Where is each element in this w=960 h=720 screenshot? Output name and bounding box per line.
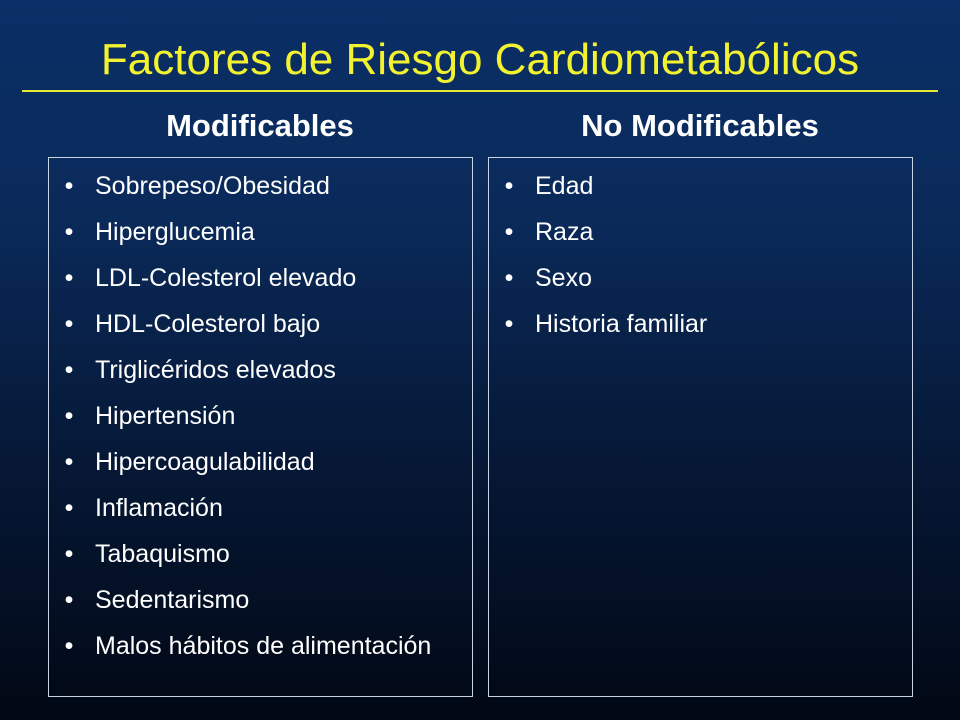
list-item-text: Inflamación: [95, 494, 223, 522]
bullet-icon: •: [64, 218, 74, 246]
slide-title: Factores de Riesgo Cardiometabólicos: [100, 35, 860, 84]
list-item: [49, 216, 472, 248]
non-modifiable-heading: No Modificables: [581, 108, 819, 143]
bullet-icon: •: [64, 402, 74, 430]
bullet-icon: •: [504, 218, 514, 246]
list-item-text: Hiperglucemia: [95, 218, 255, 246]
list-item: [49, 584, 472, 616]
list-item: [49, 538, 472, 570]
bullet-icon: •: [64, 540, 74, 568]
list-item-text: Edad: [535, 172, 594, 200]
modifiable-heading: Modificables: [166, 108, 354, 143]
bullet-icon: •: [64, 448, 74, 476]
bullet-icon: •: [64, 310, 74, 338]
list-item-text: Sedentarismo: [95, 586, 250, 614]
list-item-text: Sobrepeso/Obesidad: [95, 172, 330, 200]
bullet-icon: •: [64, 632, 74, 660]
modifiable-panel: [48, 157, 473, 697]
non-modifiable-panel: [488, 157, 913, 697]
list-item: [49, 400, 472, 432]
bullet-icon: •: [64, 494, 74, 522]
bullet-icon: •: [64, 586, 74, 614]
list-item-text: Raza: [535, 218, 594, 246]
list-item: [489, 262, 912, 294]
list-item-text: Sexo: [535, 264, 592, 292]
list-item: [49, 262, 472, 294]
list-item: [49, 446, 472, 478]
list-item: [49, 630, 472, 662]
list-item-text: Tabaquismo: [95, 540, 230, 568]
list-item-text: Hipertensión: [95, 402, 236, 430]
non-modifiable-list: [489, 158, 912, 340]
bullet-icon: •: [504, 172, 514, 200]
list-item: [49, 170, 472, 202]
bullet-icon: •: [64, 356, 74, 384]
modifiable-list: [49, 158, 472, 662]
bullet-icon: •: [504, 310, 514, 338]
list-item-text: LDL-Colesterol elevado: [95, 264, 357, 292]
bullet-icon: •: [504, 264, 514, 292]
list-item-text: Malos hábitos de alimentación: [95, 632, 432, 660]
list-item: [489, 216, 912, 248]
bullet-icon: •: [64, 264, 74, 292]
list-item-text: HDL-Colesterol bajo: [95, 310, 321, 338]
list-item-text: Hipercoagulabilidad: [95, 448, 315, 476]
list-item: [489, 170, 912, 202]
list-item-text: Triglicéridos elevados: [95, 356, 336, 384]
bullet-icon: •: [64, 172, 74, 200]
list-item-text: Historia familiar: [535, 310, 708, 338]
list-item: [489, 308, 912, 340]
list-item: [49, 354, 472, 386]
title-underline: [22, 90, 938, 92]
list-item: [49, 492, 472, 524]
list-item: [49, 308, 472, 340]
